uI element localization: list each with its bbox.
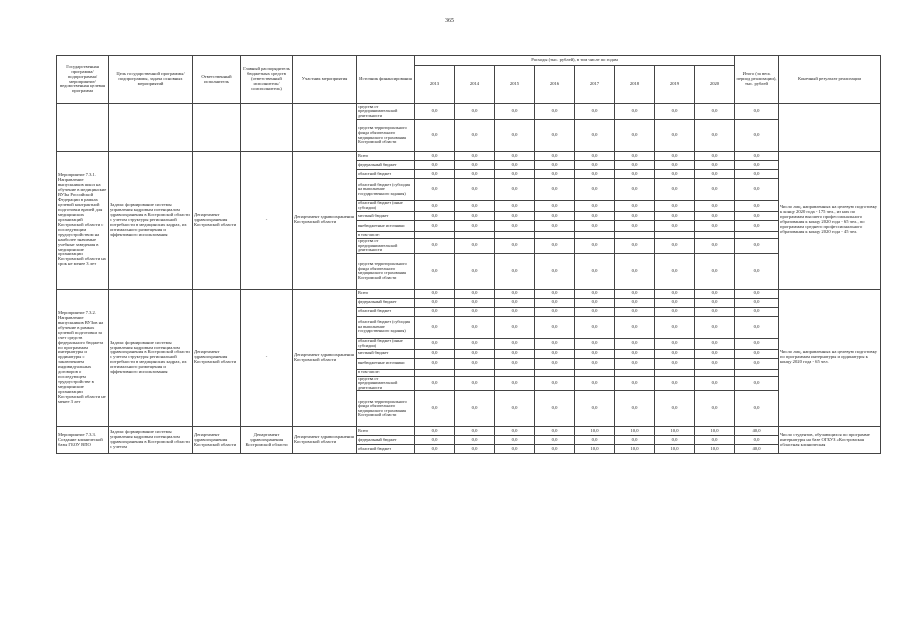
- total-cell: 0,0: [735, 161, 779, 170]
- value-cell: 0,0: [535, 307, 575, 316]
- total-cell: 0,0: [735, 152, 779, 161]
- value-cell: 0,0: [455, 152, 495, 161]
- source-cell: областной бюджет: [357, 445, 415, 454]
- value-cell: 0,0: [575, 436, 615, 445]
- value-cell: 0,0: [535, 179, 575, 201]
- header-year: 2015: [495, 66, 535, 104]
- value-cell: 0,0: [495, 427, 535, 436]
- header-result: Конечный результат реализации: [779, 56, 881, 104]
- source-cell: средства от предпринимательской деятельности: [357, 376, 415, 391]
- source-cell: средства территориального фонда обязательного медицинского страхования Костромской области: [357, 253, 415, 289]
- value-cell: 0,0: [695, 298, 735, 307]
- source-cell: средства территориального фонда обязательного медицинского страхования Костромской области: [357, 120, 415, 152]
- responsible-cell: Департамент здравоохранения Костромской области: [193, 152, 241, 290]
- header-distributor: Главный распорядитель бюджетных средств (ответственный исполнитель/соисполнитель): [241, 56, 293, 104]
- value-cell: 0,0: [415, 307, 455, 316]
- value-cell: 0,0: [575, 391, 615, 427]
- value-cell: 0,0: [575, 120, 615, 152]
- value-cell: 10,0: [655, 427, 695, 436]
- value-cell: 0,0: [695, 436, 735, 445]
- value-cell: 0,0: [535, 253, 575, 289]
- value-cell: 0,0: [415, 221, 455, 232]
- value-cell: 0,0: [415, 161, 455, 170]
- source-cell: средства от предпринимательской деятельности: [357, 104, 415, 120]
- value-cell: 10,0: [655, 445, 695, 454]
- value-cell: 0,0: [495, 358, 535, 369]
- total-cell: [735, 232, 779, 239]
- value-cell: [655, 369, 695, 376]
- value-cell: 0,0: [615, 120, 655, 152]
- value-cell: 0,0: [655, 152, 695, 161]
- total-cell: [735, 369, 779, 376]
- total-cell: 0,0: [735, 221, 779, 232]
- total-cell: 0,0: [735, 436, 779, 445]
- value-cell: 0,0: [415, 427, 455, 436]
- value-cell: 0,0: [575, 298, 615, 307]
- value-cell: 0,0: [615, 376, 655, 391]
- goal-cell: Задача: формирование системы управления кадровым потенциалом здравоохранения в Костромской области с учетом: [109, 427, 193, 454]
- value-cell: [415, 369, 455, 376]
- value-cell: 0,0: [615, 201, 655, 212]
- header-year: 2020: [695, 66, 735, 104]
- value-cell: 0,0: [495, 161, 535, 170]
- value-cell: 0,0: [495, 436, 535, 445]
- measure-cell: Мероприятие 7.3.3. Создание клинической базы ГБОУ ВПО: [57, 427, 109, 454]
- value-cell: 0,0: [655, 338, 695, 349]
- value-cell: 0,0: [535, 445, 575, 454]
- value-cell: 0,0: [615, 253, 655, 289]
- value-cell: 0,0: [575, 161, 615, 170]
- value-cell: 0,0: [415, 376, 455, 391]
- value-cell: 0,0: [535, 349, 575, 358]
- value-cell: 0,0: [655, 307, 695, 316]
- value-cell: 0,0: [455, 316, 495, 338]
- total-cell: 0,0: [735, 201, 779, 212]
- source-cell: внебюджетные источники: [357, 358, 415, 369]
- value-cell: 0,0: [455, 201, 495, 212]
- value-cell: 0,0: [695, 349, 735, 358]
- value-cell: 0,0: [575, 152, 615, 161]
- value-cell: 0,0: [535, 391, 575, 427]
- value-cell: 0,0: [455, 221, 495, 232]
- value-cell: 0,0: [535, 212, 575, 221]
- value-cell: 0,0: [615, 307, 655, 316]
- value-cell: 0,0: [655, 212, 695, 221]
- value-cell: [535, 369, 575, 376]
- total-cell: 0,0: [735, 239, 779, 254]
- source-cell: в том числе:: [357, 369, 415, 376]
- table-row: [57, 152, 881, 161]
- total-cell: 0,0: [735, 179, 779, 201]
- value-cell: 0,0: [575, 289, 615, 298]
- value-cell: 0,0: [615, 179, 655, 201]
- value-cell: [455, 369, 495, 376]
- value-cell: 0,0: [495, 120, 535, 152]
- value-cell: 0,0: [495, 104, 535, 120]
- header-year: 2018: [615, 66, 655, 104]
- distributor-cell: -: [241, 152, 293, 290]
- value-cell: 0,0: [615, 221, 655, 232]
- value-cell: 0,0: [535, 316, 575, 338]
- value-cell: 0,0: [655, 201, 695, 212]
- value-cell: 0,0: [695, 338, 735, 349]
- value-cell: 0,0: [455, 289, 495, 298]
- total-cell: 0,0: [735, 170, 779, 179]
- responsible-cell: Департамент здравоохранения Костромской области: [193, 427, 241, 454]
- table-row: [57, 427, 881, 436]
- value-cell: 0,0: [655, 161, 695, 170]
- value-cell: 0,0: [695, 221, 735, 232]
- value-cell: 0,0: [655, 316, 695, 338]
- total-cell: 40,0: [735, 445, 779, 454]
- source-cell: федеральный бюджет: [357, 298, 415, 307]
- value-cell: 0,0: [535, 170, 575, 179]
- value-cell: 0,0: [655, 436, 695, 445]
- value-cell: 0,0: [535, 358, 575, 369]
- total-cell: 0,0: [735, 391, 779, 427]
- value-cell: 10,0: [575, 445, 615, 454]
- value-cell: 0,0: [455, 427, 495, 436]
- value-cell: 0,0: [415, 212, 455, 221]
- value-cell: 0,0: [495, 201, 535, 212]
- value-cell: 0,0: [695, 104, 735, 120]
- value-cell: 0,0: [575, 179, 615, 201]
- value-cell: 0,0: [575, 170, 615, 179]
- table-row: [57, 104, 881, 120]
- value-cell: 0,0: [655, 239, 695, 254]
- value-cell: 0,0: [455, 179, 495, 201]
- value-cell: 0,0: [655, 104, 695, 120]
- value-cell: 0,0: [415, 358, 455, 369]
- value-cell: 0,0: [615, 104, 655, 120]
- value-cell: 0,0: [495, 253, 535, 289]
- value-cell: 0,0: [495, 298, 535, 307]
- value-cell: 0,0: [535, 338, 575, 349]
- value-cell: 0,0: [455, 376, 495, 391]
- value-cell: 0,0: [455, 212, 495, 221]
- value-cell: 0,0: [495, 307, 535, 316]
- value-cell: [535, 232, 575, 239]
- value-cell: 0,0: [575, 104, 615, 120]
- value-cell: 0,0: [615, 316, 655, 338]
- empty-result-cell: [779, 104, 881, 152]
- value-cell: 0,0: [615, 239, 655, 254]
- value-cell: 0,0: [455, 120, 495, 152]
- source-cell: в том числе:: [357, 232, 415, 239]
- total-cell: 0,0: [735, 349, 779, 358]
- result-cell: Число лиц, направленных на целевую подготовку по программам интернатуры и ординатуры к концу 2020 года - 65 чел.: [779, 289, 881, 427]
- value-cell: 0,0: [615, 391, 655, 427]
- value-cell: 0,0: [695, 161, 735, 170]
- header-expenses: Расходы (тыс. рублей), в том числе по годам: [415, 56, 735, 66]
- source-cell: областной бюджет (субсидия на выполнение государственного задания): [357, 179, 415, 201]
- empty-distributor-cell: [241, 104, 293, 152]
- value-cell: 0,0: [495, 391, 535, 427]
- value-cell: 0,0: [455, 298, 495, 307]
- value-cell: 0,0: [415, 289, 455, 298]
- empty-measure-cell: [57, 104, 109, 152]
- source-cell: Всего: [357, 289, 415, 298]
- total-cell: 0,0: [735, 212, 779, 221]
- header-participant: Участник мероприятия: [293, 56, 357, 104]
- value-cell: [575, 369, 615, 376]
- value-cell: 0,0: [695, 239, 735, 254]
- value-cell: 0,0: [535, 104, 575, 120]
- total-cell: 0,0: [735, 376, 779, 391]
- measure-cell: Мероприятие 7.3.1. Направление выпускников школ на обучение в медицинские ВУЗы Российской Федерации в рамках целевой контрактной подготовки врачей для медицинских организаций Костромской области с последующим трудоустройством на наиболее значимые учебные заведения в медицинские организации Костромской области на срок не менее 3 лет: [57, 152, 109, 290]
- value-cell: 0,0: [655, 391, 695, 427]
- source-cell: внебюджетные источники: [357, 221, 415, 232]
- value-cell: 0,0: [575, 221, 615, 232]
- value-cell: [495, 232, 535, 239]
- value-cell: 0,0: [455, 338, 495, 349]
- source-cell: областной бюджет (иные субсидии): [357, 338, 415, 349]
- value-cell: 0,0: [695, 307, 735, 316]
- source-cell: Всего: [357, 152, 415, 161]
- value-cell: 0,0: [575, 316, 615, 338]
- total-cell: 0,0: [735, 120, 779, 152]
- source-cell: областной бюджет (иные субсидии): [357, 201, 415, 212]
- header-source: Источник финансирования: [357, 56, 415, 104]
- value-cell: [615, 369, 655, 376]
- value-cell: 0,0: [695, 212, 735, 221]
- value-cell: 0,0: [575, 201, 615, 212]
- header-goal: Цель государственной программы/подпрограммы, задача основных мероприятий: [109, 56, 193, 104]
- value-cell: 0,0: [535, 427, 575, 436]
- value-cell: 0,0: [535, 289, 575, 298]
- value-cell: 0,0: [695, 201, 735, 212]
- value-cell: 0,0: [535, 161, 575, 170]
- value-cell: 0,0: [495, 338, 535, 349]
- participant-cell: Департамент здравоохранения Костромской области: [293, 427, 357, 454]
- budget-table: [56, 55, 881, 454]
- header-total: Итого (за весь период реализации), тыс. рублей: [735, 56, 779, 104]
- value-cell: 0,0: [615, 298, 655, 307]
- value-cell: 0,0: [655, 358, 695, 369]
- value-cell: 0,0: [415, 391, 455, 427]
- header-year: 2013: [415, 66, 455, 104]
- value-cell: 0,0: [415, 338, 455, 349]
- value-cell: 0,0: [455, 391, 495, 427]
- total-cell: 0,0: [735, 358, 779, 369]
- value-cell: 0,0: [615, 338, 655, 349]
- value-cell: 10,0: [615, 445, 655, 454]
- value-cell: 0,0: [415, 120, 455, 152]
- value-cell: 0,0: [415, 349, 455, 358]
- value-cell: 0,0: [415, 253, 455, 289]
- value-cell: 0,0: [495, 152, 535, 161]
- value-cell: 0,0: [535, 298, 575, 307]
- header-responsible: Ответственный исполнитель: [193, 56, 241, 104]
- value-cell: 0,0: [455, 307, 495, 316]
- value-cell: 0,0: [535, 152, 575, 161]
- value-cell: 0,0: [535, 239, 575, 254]
- total-cell: 0,0: [735, 316, 779, 338]
- value-cell: [615, 232, 655, 239]
- value-cell: 0,0: [495, 445, 535, 454]
- value-cell: 0,0: [535, 221, 575, 232]
- value-cell: [695, 369, 735, 376]
- value-cell: 0,0: [655, 289, 695, 298]
- value-cell: 0,0: [495, 179, 535, 201]
- value-cell: 0,0: [695, 289, 735, 298]
- value-cell: 0,0: [455, 170, 495, 179]
- value-cell: 0,0: [535, 376, 575, 391]
- table-row: [57, 289, 881, 298]
- value-cell: 0,0: [615, 161, 655, 170]
- header-program: Государственная программа/подпрограмма/мероприятие/ведомственная целевая программа: [57, 56, 109, 104]
- header-year: 2014: [455, 66, 495, 104]
- value-cell: 0,0: [655, 349, 695, 358]
- value-cell: 0,0: [455, 253, 495, 289]
- participant-cell: Департамент здравоохранения Костромской области: [293, 152, 357, 290]
- source-cell: местный бюджет: [357, 212, 415, 221]
- total-cell: 0,0: [735, 298, 779, 307]
- value-cell: 0,0: [495, 239, 535, 254]
- value-cell: 0,0: [495, 289, 535, 298]
- value-cell: 0,0: [495, 212, 535, 221]
- value-cell: 0,0: [655, 179, 695, 201]
- value-cell: [655, 232, 695, 239]
- header-year: 2019: [655, 66, 695, 104]
- source-cell: местный бюджет: [357, 349, 415, 358]
- value-cell: 0,0: [415, 179, 455, 201]
- source-cell: областной бюджет: [357, 307, 415, 316]
- value-cell: 0,0: [455, 436, 495, 445]
- value-cell: 0,0: [535, 201, 575, 212]
- value-cell: 0,0: [455, 349, 495, 358]
- value-cell: 0,0: [495, 170, 535, 179]
- value-cell: 0,0: [575, 338, 615, 349]
- value-cell: 0,0: [615, 212, 655, 221]
- value-cell: 0,0: [415, 104, 455, 120]
- value-cell: 0,0: [495, 349, 535, 358]
- value-cell: 0,0: [655, 376, 695, 391]
- table-body: [57, 104, 881, 454]
- value-cell: 0,0: [495, 316, 535, 338]
- value-cell: 0,0: [695, 120, 735, 152]
- value-cell: [495, 369, 535, 376]
- distributor-cell: Департамент здравоохранения Костромской области: [241, 427, 293, 454]
- value-cell: 0,0: [415, 436, 455, 445]
- source-cell: средства территориального фонда обязательного медицинского страхования Костромской области: [357, 391, 415, 427]
- empty-goal-cell: [109, 104, 193, 152]
- value-cell: 0,0: [575, 307, 615, 316]
- source-cell: областной бюджет: [357, 170, 415, 179]
- total-cell: 40,0: [735, 427, 779, 436]
- value-cell: 0,0: [695, 358, 735, 369]
- value-cell: 0,0: [655, 253, 695, 289]
- source-cell: средства от предпринимательской деятельности: [357, 239, 415, 254]
- value-cell: 0,0: [415, 298, 455, 307]
- value-cell: 0,0: [495, 221, 535, 232]
- value-cell: 0,0: [415, 170, 455, 179]
- value-cell: 0,0: [695, 170, 735, 179]
- distributor-cell: -: [241, 289, 293, 427]
- value-cell: 0,0: [415, 201, 455, 212]
- value-cell: 0,0: [655, 120, 695, 152]
- participant-cell: Департамент здравоохранения Костромской области: [293, 289, 357, 427]
- value-cell: 0,0: [615, 289, 655, 298]
- goal-cell: Задача: формирование системы управления кадровым потенциалом здравоохранения в Костромской области с учетом структуры региональной потребности в медицинских кадрах, их оптимального размещения и эффективного использования: [109, 289, 193, 427]
- total-cell: 0,0: [735, 253, 779, 289]
- source-cell: федеральный бюджет: [357, 436, 415, 445]
- value-cell: 0,0: [695, 253, 735, 289]
- measure-cell: Мероприятие 7.3.2. Направление выпускников ВУЗов на обучение в рамках целевой подготовки за счет средств федерального бюджета по программам интернатуры и ординатуры с заключением индивидуальных договоров о последующем трудоустройстве в медицинские организации Костромской области не менее 3 лет: [57, 289, 109, 427]
- value-cell: 0,0: [575, 253, 615, 289]
- header-year: 2017: [575, 66, 615, 104]
- value-cell: 0,0: [575, 349, 615, 358]
- value-cell: 0,0: [695, 391, 735, 427]
- source-cell: федеральный бюджет: [357, 161, 415, 170]
- value-cell: 0,0: [695, 179, 735, 201]
- value-cell: 0,0: [455, 239, 495, 254]
- value-cell: 0,0: [695, 376, 735, 391]
- goal-cell: Задача: формирование системы управления кадровым потенциалом здравоохранения в Костромской области с учетом структуры региональной потребности в медицинских кадрах, их оптимального размещения и эффективного использования: [109, 152, 193, 290]
- value-cell: [455, 232, 495, 239]
- value-cell: 0,0: [455, 161, 495, 170]
- source-cell: Всего: [357, 427, 415, 436]
- value-cell: 0,0: [575, 358, 615, 369]
- empty-responsible-cell: [193, 104, 241, 152]
- value-cell: 0,0: [615, 358, 655, 369]
- total-cell: 0,0: [735, 338, 779, 349]
- value-cell: 0,0: [615, 349, 655, 358]
- value-cell: 0,0: [655, 298, 695, 307]
- value-cell: [575, 232, 615, 239]
- empty-participant-cell: [293, 104, 357, 152]
- header-year: 2016: [535, 66, 575, 104]
- responsible-cell: Департамент здравоохранения Костромской области: [193, 289, 241, 427]
- value-cell: 0,0: [535, 120, 575, 152]
- result-cell: Число лиц, направленных на целевую подготовку к концу 2020 года - 175 чел., из них по программам высшего профессионального образования к концу 2020 года - 65 чел., по программам среднего профессионального образования к концу 2020 года - 45 чел.: [779, 152, 881, 290]
- result-cell: Число студентов, обучающихся по программе интернатуры на базе ОГБУЗ «Костромская областная клиническая: [779, 427, 881, 454]
- total-cell: 0,0: [735, 307, 779, 316]
- total-cell: 0,0: [735, 289, 779, 298]
- value-cell: 0,0: [495, 376, 535, 391]
- value-cell: 0,0: [695, 152, 735, 161]
- value-cell: 0,0: [575, 376, 615, 391]
- value-cell: 0,0: [655, 221, 695, 232]
- value-cell: 10,0: [575, 427, 615, 436]
- value-cell: 0,0: [615, 436, 655, 445]
- value-cell: 0,0: [455, 358, 495, 369]
- page-number: 365: [445, 18, 454, 24]
- value-cell: [415, 232, 455, 239]
- value-cell: [695, 232, 735, 239]
- value-cell: 0,0: [695, 316, 735, 338]
- value-cell: 0,0: [415, 316, 455, 338]
- value-cell: 0,0: [415, 445, 455, 454]
- source-cell: областной бюджет (субсидия на выполнение государственного задания): [357, 316, 415, 338]
- value-cell: 0,0: [415, 239, 455, 254]
- value-cell: 0,0: [575, 239, 615, 254]
- value-cell: 0,0: [415, 152, 455, 161]
- value-cell: 10,0: [695, 445, 735, 454]
- value-cell: 0,0: [615, 152, 655, 161]
- total-cell: 0,0: [735, 104, 779, 120]
- value-cell: 10,0: [615, 427, 655, 436]
- value-cell: 0,0: [455, 104, 495, 120]
- value-cell: 0,0: [455, 445, 495, 454]
- value-cell: 0,0: [575, 212, 615, 221]
- value-cell: 0,0: [615, 170, 655, 179]
- value-cell: 0,0: [655, 170, 695, 179]
- value-cell: 10,0: [695, 427, 735, 436]
- value-cell: 0,0: [535, 436, 575, 445]
